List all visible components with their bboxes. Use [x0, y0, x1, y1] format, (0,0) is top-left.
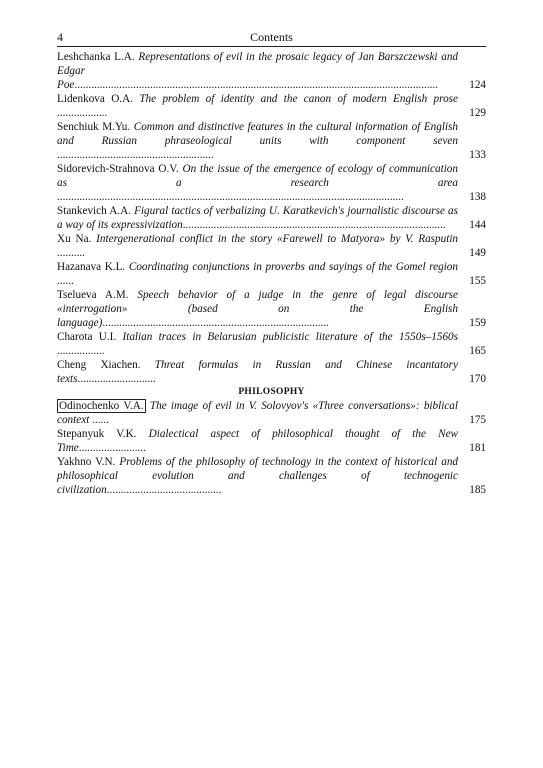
leader-dots: ......	[92, 414, 109, 426]
entry-author: Sidorevich-Strahnova O.V.	[57, 163, 179, 175]
entry-page: 133	[469, 149, 486, 161]
entry-author: Stankevich A.A.	[57, 205, 131, 217]
entry-page: 129	[469, 107, 486, 119]
leader-dots: ..................	[57, 107, 108, 119]
entry-page: 185	[469, 484, 486, 496]
toc-entry[interactable]	[57, 232, 486, 260]
entry-page: 175	[469, 414, 486, 426]
entry-page: 155	[469, 275, 486, 287]
entry-author: Tselueva A.M.	[57, 289, 129, 301]
entry-page: 159	[469, 317, 486, 329]
entry-title: Intergenerational conflict in the story «Farewell to Matyora» by V. Rasputin	[96, 233, 459, 245]
toc-entry[interactable]	[57, 455, 486, 497]
leader-dots: ..........	[57, 247, 85, 259]
leader-dots: ............................................................................................................................	[57, 191, 404, 203]
entry-title: The problem of identity and the canon of modern English prose	[139, 93, 458, 105]
entry-page: 144	[469, 219, 486, 231]
section-heading: PHILOSOPHY	[238, 387, 305, 397]
entry-author: Yakhno V.N.	[57, 456, 116, 468]
leader-dots: ........................................................	[57, 149, 214, 161]
leader-dots: ........................	[78, 442, 146, 454]
entry-author: Leshchanka L.A.	[57, 51, 135, 63]
toc-entry[interactable]	[57, 92, 486, 120]
toc-entry[interactable]	[57, 120, 486, 162]
entry-title: The image of evil in V. Solovyov's «Three conversations»: biblical context	[57, 400, 458, 426]
table-of-contents	[57, 50, 486, 497]
entry-title: Problems of the philosophy of technology in the context of historical and philosophical evolution and challenges of technogenic civilization	[57, 456, 459, 496]
entry-title: Threat formulas in Russian and Chinese incantatory texts	[57, 359, 458, 385]
entry-title: Figural tactics of verbalizing U. Karatkevich's journalistic discourse as a way of its expressivization	[57, 205, 458, 231]
entry-page: 170	[469, 373, 486, 385]
entry-author: Senchiuk M.Yu.	[57, 121, 131, 133]
toc-entry[interactable]	[57, 358, 486, 386]
entry-title: Italian traces in Belarusian publicistic literature of the 1550s–1560s	[122, 331, 458, 343]
toc-entry[interactable]	[57, 330, 486, 358]
toc-entry[interactable]	[57, 399, 486, 427]
entry-title: Dialectical aspect of philosophical thought of the New Time	[57, 428, 459, 454]
entry-title: Speech behavior of a judge in the genre of legal discourse «interrogation» (based on the English language)	[57, 289, 458, 329]
toc-entry[interactable]	[57, 204, 486, 232]
page-header	[57, 30, 486, 47]
entry-page: 124	[469, 79, 486, 91]
toc-entry[interactable]	[57, 50, 486, 92]
entry-title: Common and distinctive features in the cultural information of English and Russian phraseological units with component seven	[57, 121, 459, 147]
entry-author: Odinochenko V.A.	[59, 400, 144, 412]
entry-page: 181	[469, 442, 486, 454]
entry-title: On the issue of the emergence of ecology of communication as a research area	[57, 163, 458, 189]
leader-dots: ..................................................................................................................................	[74, 79, 438, 91]
entry-page: 138	[469, 191, 486, 203]
entry-page: 149	[469, 247, 486, 259]
leader-dots: .................................................................................	[102, 317, 329, 329]
entry-title: Coordinating conjunctions in proverbs and sayings of the Gomel region	[128, 261, 458, 273]
leader-dots: ......	[57, 275, 74, 287]
entry-author: Stepanyuk V.K.	[57, 428, 137, 440]
entry-page: 165	[469, 345, 486, 357]
entry-author: Cheng Xiachen.	[57, 359, 141, 371]
leader-dots: ............................	[77, 373, 156, 385]
leader-dots: .........................................	[106, 484, 222, 496]
toc-entry[interactable]	[57, 260, 486, 288]
entry-author: Charota U.I.	[57, 331, 117, 343]
toc-entry[interactable]	[57, 288, 486, 330]
page-number: 4	[57, 30, 63, 44]
entry-author: Xu Na.	[57, 233, 92, 245]
leader-dots: ..............................................................................................	[182, 219, 446, 231]
entry-author: Hazanava K.L.	[57, 261, 126, 273]
leader-dots: .................	[57, 345, 105, 357]
running-title: Contents	[250, 30, 293, 44]
toc-entry[interactable]	[57, 162, 486, 204]
entry-author: Lidenkova O.A.	[57, 93, 133, 105]
toc-entry[interactable]	[57, 427, 486, 455]
entry-title: Representations of evil in the prosaic legacy of Jan Barszczewski and Edgar Poe	[57, 51, 459, 91]
